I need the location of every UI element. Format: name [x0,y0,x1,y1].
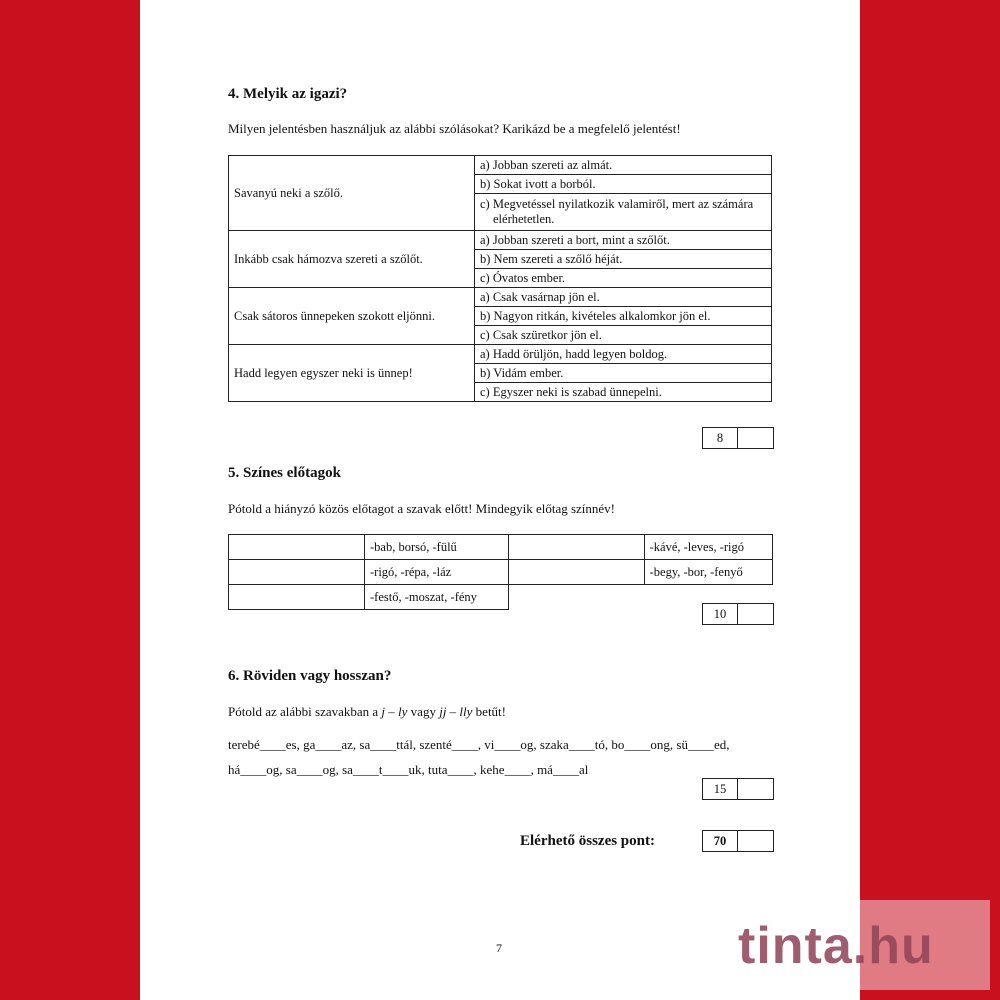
option-cell[interactable]: a) Jobban szereti a bort, mint a szőlőt. [475,231,772,250]
fill-in-line-2[interactable]: há____og, sa____og, sa____t____uk, tuta____, kehe____, má____al [228,762,589,777]
instruction-text: vagy [407,704,440,719]
empty-cell [508,585,644,610]
fill-in-line-1[interactable]: terebé____es, ga____az, sa____ttál, szenté____, vi____og, szaka____tó, bo____ong, sü____ed, [228,737,730,752]
instruction-emphasis: jj – lly [439,704,473,719]
phrase-cell: Savanyú neki a szőlő. [229,156,475,231]
prefix-table [228,534,773,610]
earned-score-field[interactable] [738,779,773,799]
max-score: 10 [703,604,738,624]
prefix-answer-field[interactable] [229,585,365,610]
phrase-cell: Csak sátoros ünnepeken szokott eljönni. [229,288,475,345]
prefix-answer-field[interactable] [229,535,365,560]
max-score: 8 [703,428,738,448]
section4-instruction: Milyen jelentésben használjuk az alábbi szólásokat? Karikázd be a megfelelő jelentést! [228,121,681,136]
tinta-logo-watermark: tinta.hu [738,917,934,975]
section4-title: 4. Melyik az igazi? [228,86,348,102]
prefix-answer-field[interactable] [508,535,644,560]
total-max-score: 70 [703,831,738,851]
max-score: 15 [703,779,738,799]
phrase-cell: Hadd legyen egyszer neki is ünnep! [229,345,475,402]
option-cell[interactable]: c) Óvatos ember. [475,269,772,288]
phrase-cell: Inkább csak hámozva szereti a szőlőt. [229,231,475,288]
word-endings: -bab, borsó, -fülű [365,535,509,560]
instruction-text: betűt! [472,704,506,719]
word-endings: -kávé, -leves, -rigó [644,535,772,560]
word-endings: -rigó, -répa, -láz [365,560,509,585]
meaning-table [228,155,772,402]
section5-title: 5. Színes előtagok [228,465,341,481]
section5-score-box [702,603,774,625]
option-cell[interactable]: a) Jobban szereti az almát. [475,156,772,175]
section4-score-box [702,427,774,449]
word-endings: -begy, -bor, -fenyő [644,560,772,585]
option-cell[interactable]: b) Vidám ember. [475,364,772,383]
total-score-box [702,830,774,852]
section6-title: 6. Röviden vagy hosszan? [228,668,392,684]
total-label: Elérhető összes pont: [520,833,655,849]
total-earned-field[interactable] [738,831,773,851]
section5-instruction: Pótold a hiányzó közös előtagot a szavak előtt! Mindegyik előtag színnév! [228,501,616,516]
earned-score-field[interactable] [738,604,773,624]
section6-instruction [228,704,506,720]
option-cell[interactable]: b) Nagyon ritkán, kivételes alkalomkor jön el. [475,307,772,326]
word-endings: -festő, -moszat, -fény [365,585,509,610]
instruction-text: Pótold az alábbi szavakban a [228,704,382,719]
option-cell[interactable]: a) Csak vasárnap jön el. [475,288,772,307]
prefix-answer-field[interactable] [229,560,365,585]
option-cell[interactable]: a) Hadd örüljön, hadd legyen boldog. [475,345,772,364]
earned-score-field[interactable] [738,428,773,448]
option-cell[interactable]: b) Sokat ivott a borból. [475,175,772,194]
option-cell[interactable]: c) Egyszer neki is szabad ünnepelni. [475,383,772,402]
option-cell[interactable]: c) Csak szüretkor jön el. [475,326,772,345]
document-page [140,0,860,1000]
instruction-emphasis: j – ly [381,704,408,719]
option-cell[interactable]: b) Nem szereti a szőlő héját. [475,250,772,269]
page-number: 7 [496,941,502,955]
section6-score-box [702,778,774,800]
option-cell[interactable]: c) Megvetéssel nyilatkozik valamiről, mert az számára elérhetetlen. [475,194,772,231]
prefix-answer-field[interactable] [508,560,644,585]
